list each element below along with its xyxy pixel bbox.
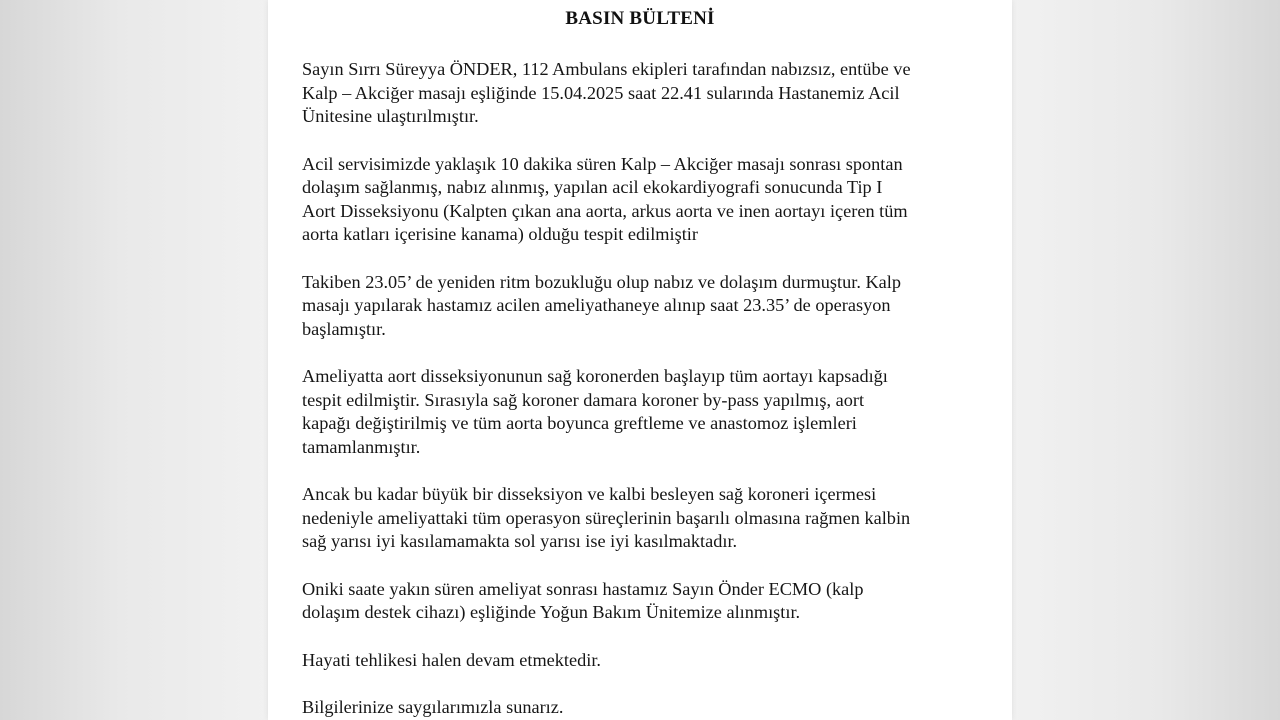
text-line: nedeniyle ameliyattaki tüm operasyon süreçlerinin başarılı olmasına rağmen kalbin (302, 507, 911, 528)
paragraph-heart-status (302, 483, 982, 554)
text-line: dolaşım sağlanmış, nabız alınmış, yapılan acil ekokardiyografi sonucunda Tip I (302, 177, 883, 197)
text-line: Oniki saate yakın süren ameliyat sonrası hastamız Sayın Önder ECMO (kalp (302, 578, 864, 599)
text-line: Kalp – Akciğer masajı eşliğinde 15.04.2025 saat 22.41 sularında Hastanemiz Acil (302, 82, 900, 103)
text-line: masajı yapılarak hastamız acilen ameliyathaneye alınıp saat 23.35’ de operasyon (302, 295, 891, 315)
document-page (268, 0, 1012, 720)
text-line: Acil servisimizde yaklaşık 10 dakika süren Kalp – Akciğer masajı sonrası spontan (302, 153, 903, 174)
text-line: dolaşım destek cihazı) eşliğinde Yoğun Bakım Ünitemize alınmıştır. (302, 602, 801, 622)
paragraph-arrival (302, 58, 982, 129)
text-line: Bilgilerinize saygılarımızla sunarız. (302, 697, 564, 717)
paragraph-closing (302, 696, 982, 720)
text-line: kapağı değiştirilmiş ve tüm aorta boyunca greftleme ve anastomoz işlemleri (302, 413, 857, 433)
paragraph-condition (302, 649, 982, 673)
document-body (302, 58, 982, 720)
document-title: BASIN BÜLTENİ (565, 8, 715, 29)
paragraph-surgery-details (302, 365, 982, 459)
text-line: Takiben 23.05’ de yeniden ritm bozukluğu olup nabız ve dolaşım durmuştur. Kalp (302, 271, 902, 292)
paragraph-operation-start (302, 271, 982, 342)
text-line: Ünitesine ulaştırılmıştır. (302, 106, 479, 126)
text-line: Hayati tehlikesi halen devam etmektedir. (302, 649, 601, 670)
text-line: başlamıştır. (302, 318, 386, 339)
text-line: Aort Disseksiyonu (Kalpten çıkan ana aorta, arkus aorta ve inen aortayı içeren tüm (302, 200, 908, 221)
text-line: sağ yarısı iyi kasılamamakta sol yarısı ise iyi kasılmaktadır. (302, 531, 738, 551)
paragraph-icu (302, 578, 982, 625)
text-line: Ameliyatta aort disseksiyonunun sağ koronerden başlayıp tüm aortayı kapsadığı (302, 366, 888, 386)
text-line: Sayın Sırrı Süreyya ÖNDER, 112 Ambulans ekipleri tarafından nabızsız, entübe ve (302, 59, 911, 79)
text-line: aorta katları içerisine kanama) olduğu tespit edilmiştir (302, 224, 698, 244)
paragraph-diagnosis (302, 153, 982, 247)
text-line: tespit edilmiştir. Sırasıyla sağ koroner damara koroner by-pass yapılmış, aort (302, 389, 865, 410)
text-line: Ancak bu kadar büyük bir disseksiyon ve kalbi besleyen sağ koroneri içermesi (302, 484, 877, 504)
text-line: tamamlanmıştır. (302, 436, 421, 457)
